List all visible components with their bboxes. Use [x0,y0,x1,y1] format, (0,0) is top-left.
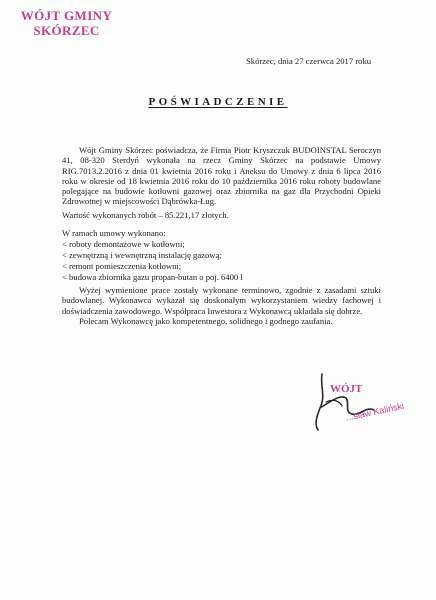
list-item: < roboty demontażowe w kotłowni; [62,239,185,249]
assessment-paragraph: Wyżej wymienione prace zostały wykonane terminowo, zgodnie z zasadami sztuki budowlanej. Wykonawca wykazał się doskonałym wykorzystaniem wiedzy fachowej i doświadczenia zawodowego. Współpraca Inwestora z Wykonawcą układała się dobrze. [62,285,381,316]
main-paragraph: Wójt Gminy Skórzec poświadcza, że Firma Piotr Kryszczuk BUDOINSTAL Seroczyn 41, 08-320 Sterdyń wykonała na rzecz Gminy Skórzec na podstawie Umowy RIG.7013.2.2016 z dnia 01 kwietnia 2016 roku i Aneksu do Umowy z dnia 6 lipca 2016 roku w okresie od 18 kwietnia 2016 roku do 10 października 2016 roku roboty budowlane polegające na budowie kotłowni gazowej oraz zbiornika na gaz dla Przychodni Opieki Zdrowotnej w miejscowości Dąbrówka-Ług. [62,145,381,207]
scope-heading: W ramach umowy wykonano: [62,228,166,238]
scope-list [62,239,243,283]
recommendation-paragraph: Polecam Wykonawcę jako kompetentnego, solidnego i godnego zaufania. [79,316,333,326]
signature-name-stamp: ...sław Kaliński [345,400,405,423]
value-paragraph: Wartość wykonanych robót – 85.221,17 złotych. [62,210,229,220]
list-item: < budowa zbiornika gazu propan-butan o poj. 6400 l [62,271,243,282]
document-title: POŚWIADCZENIE [148,96,288,108]
stamp-line-2: SKÓRZEC [33,23,100,38]
office-stamp [14,8,119,38]
place-and-date: Skórzec, dnia 27 czerwca 2017 roku [246,56,372,66]
signature-stamp-text: WÓJT [330,383,363,395]
list-item: < remont pomieszczenia kotłowni; [62,260,182,271]
list-item: < zewnętrzną i wewnętrzną instalację gazową; [62,249,222,260]
stamp-line-1: WÓJT GMINY [20,8,113,23]
